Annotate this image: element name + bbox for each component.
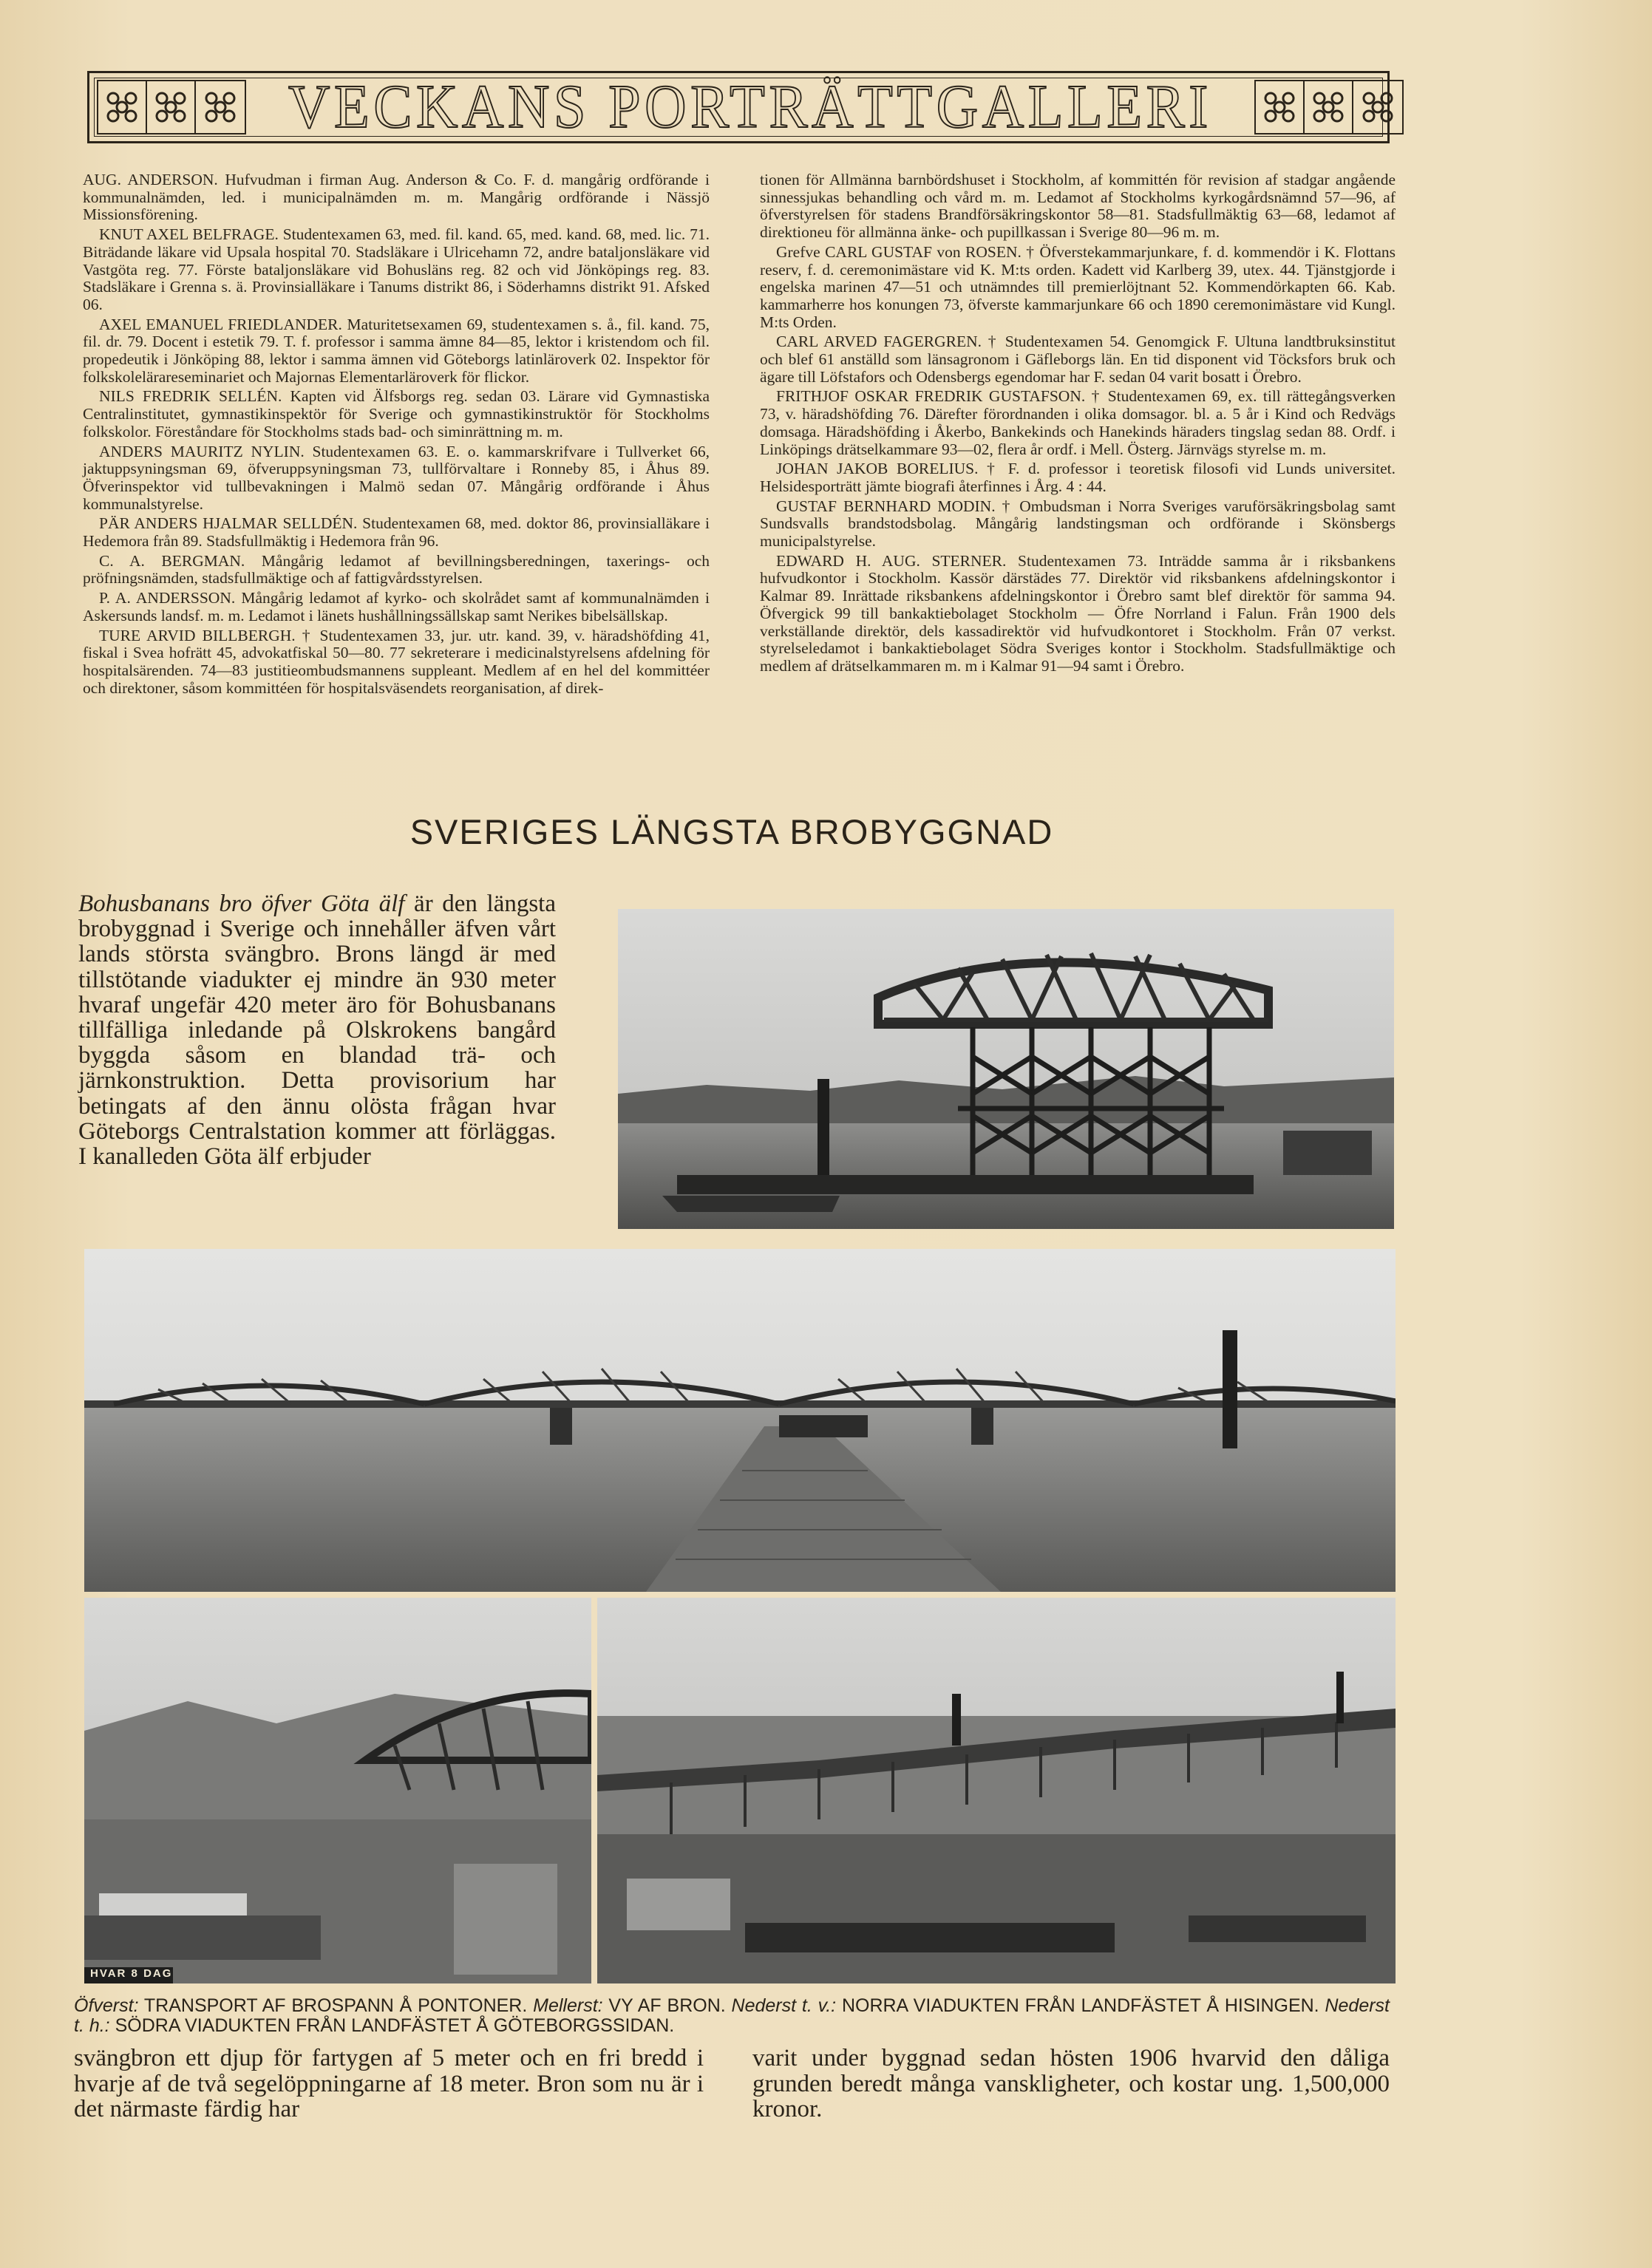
biography-entry: P. A. ANDERSSON. Mångårig ledamot af kyrko- och skolrådet samt af kommunalnämden i Askersunds landsf. m. m. Ledamot i länets hushållningssällskap samt Nerikes bibelsällskap. [83,589,710,624]
article-title: SVERIGES LÄNGSTA BROBYGGNAD [409,812,1054,851]
biography-entry: FRITHJOF OSKAR FREDRIK GUSTAFSON. † Studentexamen 69, ex. till rättegångsverken 73, v. häradshöfding 76. Därefter förordnanden i olika domsagor. bl. a. 5 år i Kind och Redvägs domsaga. Häradshöfding i Åkerbo, Bankekinds och Hanekinds häraders tingslag sedan 88. Ordf. i Linköpings drätselkammare 93—02, flera år ordf. i Mell. Österg. Järnvägs styrelse m. m. [760,387,1396,458]
biography-column-left [83,171,710,699]
biography-entry: TURE ARVID BILLBERGH. † Studentexamen 33, jur. utr. kand. 39, v. häradshöfding 41, fiskal i Svea hofrätt 45, advokatfiskal 50—80. 77 sekreterare i medicinalstyrelsens afdelning för hospitalsärenden. 74—83 justitieombudsmannens suppleant. Medlem af en hel del kommittéer och direktoner, såsom kommittéen för hospitalsväsendets reorganisation, af direk- [83,626,710,697]
biography-entry: tionen för Allmänna barnbördshuset i Stockholm, af kommittén för revision af stadgar angående sinnessjukas behandling och vård m. m. Ledamot af Stockholms kyrkogårdsnämnd 57—96, af öfverstyrelsen för stadens Brandförsäkringskontor 58—81. Stadsfullmäktig 63—68, ledamot af direktioneu för allmänna änke- och pupillkassan i Sverige 80—96 m. m. [760,171,1396,242]
biography-entry: JOHAN JAKOB BORELIUS. † F. d. professor i teoretisk filosofi vid Lunds universitet. Helsidesporträtt jämte biografi återfinnes i Årg. 4 : 44. [760,460,1396,495]
biography-entry: AUG. ANDERSON. Hufvudman i firman Aug. Anderson & Co. F. d. mangårig ordförande i kommunalnämden, led. i municipalnämden m. m. Mangårig ordförande i Nässjö Missionsförening. [83,171,710,224]
article-intro-text: är den längsta brobyggnad i Sverige och innehåller äfven vårt lands största svängbro. Brons längd är med tillstötande viadukter ej mindre än 930 meter hvaraf ungefär 420 meter äro för Bohusbanans tillfälliga inledande på Olskrokens bangård byggda såsom en blandad trä- och järnkonstruktion. Detta provisorium har betingats af den ännu olösta frågan hvar Göteborgs Centralstation kommer att förläggas. I kanalleden Göta älf erbjuder [78,890,556,1171]
caption-text-top: TRANSPORT AF BROSPANN Å PONTONER. [138,1995,534,2016]
caption-text-bottom-left: NORRA VIADUKTEN FRÅN LANDFÄSTET Å HISINGEN. [836,1995,1325,2016]
article-continued-left: svängbron ett djup för fartygen af 5 meter och en fri bredd i hvarje af de två segelöppningarne af 18 meter. Bron som nu är i det närmaste färdig har [74,2045,704,2122]
biography-entry: KNUT AXEL BELFRAGE. Studentexamen 63, med. fil. kand. 65, med. kand. 68, med. lic. 71. Biträdande läkare vid Upsala hospital 70. Stadsläkare i Ulricehamn 72, andre bataljonsläkare vid Vastgöta reg. 77. Förste bataljonsläkare vid Bohusläns reg. 82 och vid Jönköpings reg. 83. Stadsläkare i Grenna s. ä. Provinsialläkare i Tanums distrikt 86, i Söderhamns distrikt 91. Afsked 06. [83,225,710,313]
biography-column-right [760,171,1396,678]
biography-entry: CARL ARVED FAGERGREN. † Studentexamen 54. Genomgick F. Ultuna landtbruksinstitut och blef 61 anställd som länsagronom i Gäfleborgs län. En tid disponent vid Töcksfors bruk och ägare till Löfstafors och Odensbergs egendomar har F. sedan 04 varit bosatt i Örebro. [760,333,1396,386]
article-intro [78,891,556,1169]
flower-ornament-icon [1353,81,1402,133]
photo-credit: HVAR 8 DAG [90,1967,173,1980]
biography-entry: ANDERS MAURITZ NYLIN. Studentexamen 63. E. o. kammarskrifvare i Tullverket 66, jaktuppsyningsman 69, öfveruppsyningsman 73, tullförvaltare i Ronneby 85, i Åhus 89. Öfverinspektor vid tullbevakningen i Malmö sedan 07. Mångårig ordförande i Åhus kommunalstyrelse. [83,442,710,513]
photo-caption [74,1996,1390,2036]
caption-label-middle: Mellerst: [533,1995,603,2016]
article-lead: Bohusbanans bro öfver Göta älf [78,890,405,917]
caption-text-middle: VY AF BRON. [602,1995,732,2016]
photo-bridge-view [84,1249,1396,1592]
caption-text-bottom-right: SÖDRA VIADUKTEN FRÅN LANDFÄSTET Å GÖTEBORGSSIDAN. [109,2015,675,2036]
caption-label-bottom-left: Nederst t. v.: [731,1995,837,2016]
biography-entry: C. A. BERGMAN. Mångårig ledamot af bevillningsberedningen, taxerings- och pröfningsnämden, stadsfullmäktige och af fattigvårdsstyrelsen. [83,551,710,588]
ornament-group-right [1254,80,1404,134]
biography-entry: NILS FREDRIK SELLÉN. Kapten vid Älfsborgs reg. sedan 03. Lärare vid Gymnastiska Centralinstitutet, gymnastikinspektör för Sverige och gymnastikinstruktör för Stockholms folkskolor. Föreståndare för Stockholms stads bad- och siminrättning m. m. [83,387,710,440]
biography-entry: Grefve CARL GUSTAF von ROSEN. † Öfverstekammarjunkare, f. d. kommendör i K. Flottans reserv, f. d. ceremonimästare vid K. M:ts orden. Kadett vid Karlberg 39, utex. 44. Tjänstgjorde i engelska marinen 47—51 och utnämndes till premierlöjtnant 52. Kommendörkapten 66. Kab. kammarherre hos konungen 73, öfverste kammarjunkare 66 och 1890 ceremonimästare vid Kungl. M:ts Orden. [760,242,1396,331]
flower-ornament-icon [196,81,245,133]
biography-entry: AXEL EMANUEL FRIEDLANDER. Maturitetsexamen 69, studentexamen s. å., fil. kand. 75, fil. dr. 79. Docent i estetik 79. T. f. professor i samma ämne 84—85, lektor i kristendom och fil. propedeutik i Jönköping 88, lektor i samma ämnen vid Göteborgs latinläroverk 02. Inspektor för folkskolelärareseminariet och Majornas Elementarläroverk för flickor. [83,315,710,386]
article-continued-right: varit under byggnad sedan hösten 1906 hvarvid den dåliga grunden beredt många vanskligheter, och kostar ung. 1,500,000 kronor. [752,2045,1390,2122]
photo-span-transport [618,909,1394,1229]
photo-north-viaduct [84,1598,591,1983]
photo-south-viaduct [597,1598,1396,1983]
flower-ornament-icon [1256,81,1305,133]
ornament-group-left [97,80,246,134]
flower-ornament-icon [147,81,196,133]
caption-label-bottom-right: Nederst t. h.: [74,1995,1390,2036]
biography-entry: GUSTAF BERNHARD MODIN. † Ombudsman i Norra Sveriges varuförsäkringsbolag samt Sundsvalls brandstodsbolag. Mångårig landstingsman och ordförande i Skönsbergs municipalstyrelse. [760,497,1396,551]
masthead-title: VECKANS PORTRÄTTGALLERI [288,72,1212,141]
flower-ornament-icon [1305,81,1353,133]
masthead-banner [87,71,1390,143]
caption-label-top: Öfverst: [74,1995,139,2016]
flower-ornament-icon [98,81,147,133]
biography-entry: PÄR ANDERS HJALMAR SELLDÉN. Studentexamen 68, med. doktor 86, provinsialläkare i Hedemora från 89. Stadsfullmäktig i Hedemora från 96. [83,514,710,551]
biography-entry: EDWARD H. AUG. STERNER. Studentexamen 73. Inträdde samma år i riksbankens hufvudkontor i Stockholm. Kassör därstädes 77. Direktör vid riksbankens afdelningskontor i Kalmar 89. Inrättade riksbankens afdelningskontor i Örebro samt blef direktör för samma 94. Öfvergick 99 till bankaktiebolaget Stockholm — Öfre Norrland i Falun. Från 1900 dels verkställande direktör, dels kassadirektör vid hufvudkontoret i Stockholm. Från 07 verkst. styrelseledamot i bankaktiebolaget Södra Sveriges kontor i Stockholm. Stadsfullmäktige och medlem af drätselkammaren m. m i Kalmar 91—94 samt i Örebro. [760,551,1396,675]
